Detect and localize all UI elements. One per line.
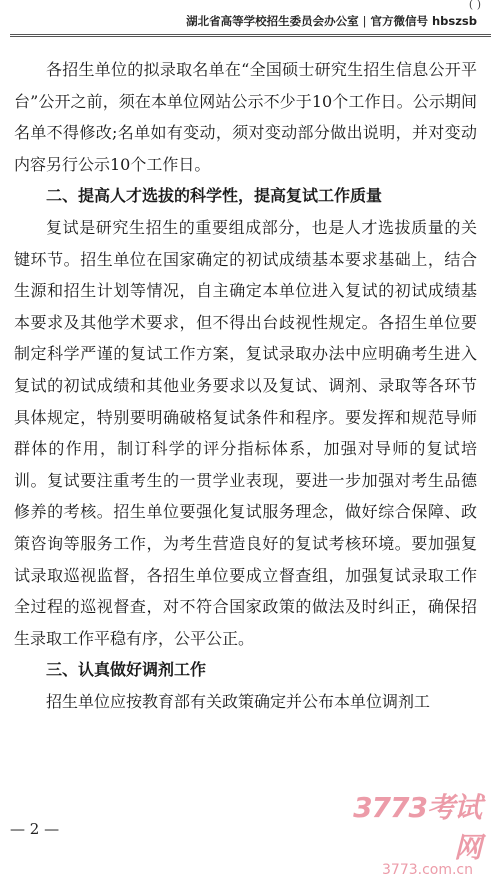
- page-number: — 2 —: [10, 820, 60, 838]
- watermark-main: 3773考试网: [353, 791, 481, 864]
- section-heading-2: 二、提高人才选拔的科学性，提高复试工作质量: [46, 186, 383, 206]
- paragraph-adjustment: 招生单位应按教育部有关政策确定并公布本单位调剂工: [46, 691, 431, 711]
- watermark-url: 3773.com.cn: [382, 862, 473, 878]
- section-heading-3: 三、认真做好调剂工作: [46, 660, 207, 680]
- paragraph-retest: 复试是研究生招生的重要组成部分，也是人才选拔质量的关键环节。招生单位在国家确定的初试成绩基本要求基础上，结合生源和招生计划等情况，自主确定本单位进入复试的初试成绩基本要求及其他学术要求，但不得出台歧视性规定。各招生单位要制定科学严谨的复试工作方案，复试录取办法中应明确考生进入复试的初试成绩和其他业务要求以及复试、调剂、录取等各环节具体规定，特别要明确破格复试条件和程序。要发挥和规范导师群体的作用，制订科学的评分指标体系，加强对导师的复试培训。复试要注重考生的一贯学业表现，要进一步加强对考生品德修养的考核。招生单位要强化复试服务理念，做好综合保障、政策咨询等服务工作，为考生营造良好的复试考核环境。要加强复试录取巡视监督，各招生单位要成立督查组，加强复试录取工作全过程的巡视督查，对不符合国家政策的做法及时纠正，确保招生录取工作平稳有序，公平公正。: [14, 217, 477, 648]
- document-body: [14, 54, 477, 717]
- page-header: [0, 0, 491, 36]
- header-rule: [10, 34, 491, 37]
- header-wechat: 官方微信号 hbszsb: [370, 14, 477, 28]
- paragraph-publicity: 各招生单位的拟录取名单在“全国硕士研究生招生信息公开平台”公开之前，须在本单位网站公示不少于10个工作日。公示期间名单不得修改;名单如有变动，须对变动部分做出说明，并对变动内容另行公示10个工作日。: [14, 60, 477, 174]
- header-text: [186, 14, 477, 28]
- watermark-logo: [341, 786, 481, 878]
- header-separator: |: [362, 14, 367, 28]
- header-corner-mark: ( ): [468, 0, 481, 11]
- header-office: 湖北省高等学校招生委员会办公室: [186, 14, 359, 28]
